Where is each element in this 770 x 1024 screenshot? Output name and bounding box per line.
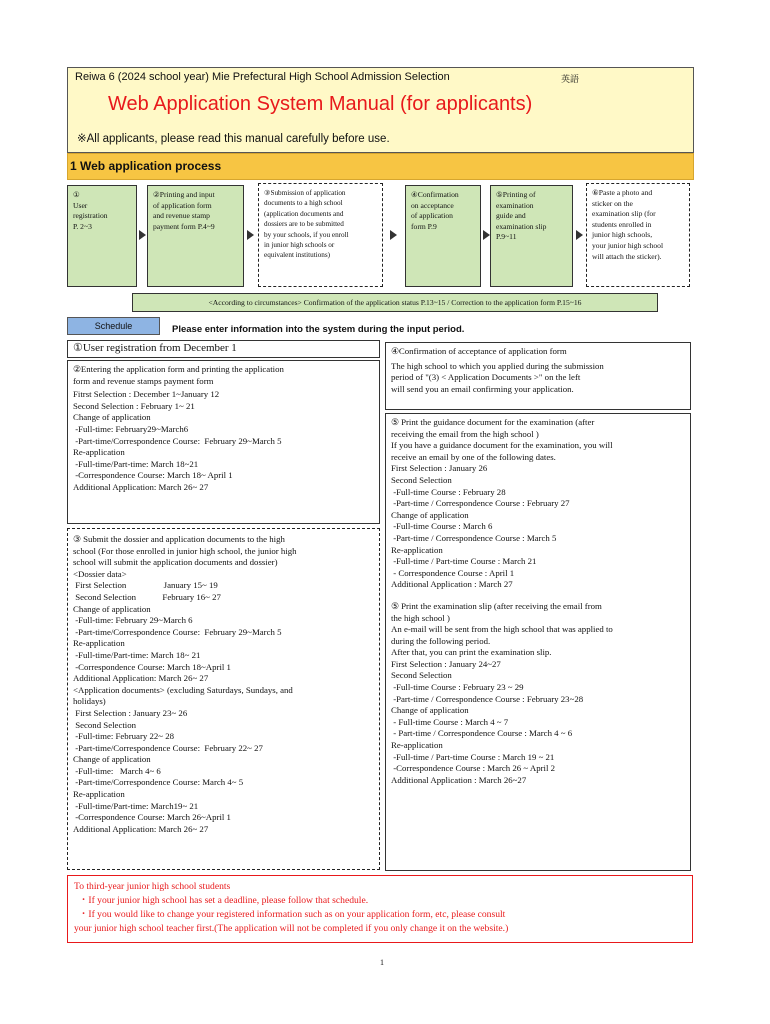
box-line: -Full-time: February29~March6 bbox=[73, 423, 189, 434]
step-line: ④Confirmation bbox=[411, 190, 459, 199]
box-line: -Full-time: March 4~ 6 bbox=[73, 765, 161, 776]
step-line: will attach the sticker). bbox=[592, 251, 662, 261]
step-line: in junior high schools or bbox=[264, 241, 335, 250]
box-line: Change of application bbox=[73, 754, 151, 765]
box-line: Re-application bbox=[73, 638, 125, 649]
step-line: examination bbox=[496, 200, 534, 210]
box-line: -Full-time Course : February 23 ~ 29 bbox=[391, 682, 524, 693]
box-line: Second Selection : February 1~ 21 bbox=[73, 400, 195, 411]
arrow-right-icon bbox=[247, 230, 254, 240]
language-label: 英語 bbox=[561, 74, 580, 84]
box-title: ①User registration from December 1 bbox=[73, 342, 237, 354]
box-line: The high school to which you applied during the submission bbox=[391, 360, 604, 371]
box-line: during the following period. bbox=[391, 635, 491, 646]
box-line: ⑤ Print the examination slip (after receiving the email from bbox=[391, 600, 602, 611]
box-line: school will submit the application documents and dossier) bbox=[73, 557, 278, 568]
step-line: P.9~11 bbox=[496, 232, 517, 242]
arrow-right-icon bbox=[390, 230, 397, 240]
page-number: 1 bbox=[380, 958, 384, 967]
step-line: on acceptance bbox=[411, 200, 454, 210]
box-line: -Correspondence Course: March 18~April 1 bbox=[73, 661, 231, 672]
header-subtitle: Reiwa 6 (2024 school year) Mie Prefectural High School Admission Selection bbox=[75, 71, 450, 83]
step-line: examination slip (for bbox=[592, 209, 656, 219]
notice-line: ・If you would like to change your registered information such as on your application form, etc, please consult bbox=[74, 909, 506, 920]
box-line: -Full-time Course : February 28 bbox=[391, 486, 506, 497]
header-panel bbox=[67, 67, 694, 153]
schedule-label: Schedule bbox=[67, 317, 160, 335]
step-line: User bbox=[73, 200, 88, 210]
step-line: ① bbox=[73, 190, 80, 199]
step-line: documents to a high school bbox=[264, 199, 343, 208]
arrow-right-icon bbox=[483, 230, 490, 240]
step-line: (application documents and bbox=[264, 209, 344, 218]
box-line: Re-application bbox=[391, 544, 443, 555]
header-note: ※All applicants, please read this manual carefully before use. bbox=[77, 133, 390, 145]
step-line: guide and bbox=[496, 211, 526, 221]
box-line: Additional Application : March 26~27 bbox=[391, 774, 527, 785]
step-line: and revenue stamp bbox=[153, 211, 210, 221]
section-heading bbox=[67, 153, 694, 180]
box-line: First Selection : January 26 bbox=[391, 463, 488, 474]
step-line: ③Submission of application bbox=[264, 189, 346, 197]
box-line: If you have a guidance document for the examination, you will bbox=[391, 440, 613, 451]
box-line: <Dossier data> bbox=[73, 568, 127, 579]
box-line: school (For those enrolled in junior high school, the junior high bbox=[73, 545, 297, 556]
third-year-notice bbox=[67, 875, 693, 943]
step-line: examination slip bbox=[496, 221, 547, 231]
step-line: sticker on the bbox=[592, 198, 633, 208]
box-line: - Part-time / Correspondence Course : March 4 ~ 6 bbox=[391, 728, 573, 739]
schedule-box-confirmation bbox=[385, 342, 691, 410]
step-1-user-registration bbox=[67, 185, 137, 287]
box-line: receiving the email from the high school ) bbox=[391, 428, 539, 439]
schedule-box-print-guidance bbox=[385, 413, 691, 871]
box-line: Second Selection bbox=[391, 474, 452, 485]
box-line: Re-application bbox=[73, 447, 125, 458]
step-line: by your schools, if you enroll bbox=[264, 230, 349, 239]
step-line: form P.9 bbox=[411, 221, 437, 231]
box-line: -Part-time/Correspondence Course: February 29~March 5 bbox=[73, 626, 282, 637]
step-3-submission bbox=[258, 183, 383, 287]
step-4-confirmation bbox=[405, 185, 481, 287]
box-line: Change of application bbox=[73, 603, 151, 614]
box-line: ④Confirmation of acceptance of application form bbox=[391, 346, 567, 356]
box-line: Re-application bbox=[391, 740, 443, 751]
step-line: of application bbox=[411, 211, 453, 221]
box-line: First Selection January 15~ 19 bbox=[73, 580, 218, 591]
step-line: ②Printing and input bbox=[153, 190, 215, 199]
step-line: junior high schools, bbox=[592, 230, 653, 240]
box-line: An e-mail will be sent from the high school that was applied to bbox=[391, 624, 613, 635]
box-line: Additional Application: March 26~ 27 bbox=[73, 673, 209, 684]
box-line bbox=[391, 591, 685, 601]
box-line: receive an email by one of the following dates. bbox=[391, 451, 556, 462]
box-line: ⑤ Print the guidance document for the examination (after bbox=[391, 417, 595, 427]
box-line: -Correspondence Course : March 26 ~ April 2 bbox=[391, 763, 556, 774]
step-line: your junior high school bbox=[592, 240, 664, 250]
box-line: the high school ) bbox=[391, 612, 450, 623]
box-line: -Part-time/Correspondence Course: March 4~ 5 bbox=[73, 777, 244, 788]
box-line: -Part-time/Correspondence Course: February 29~March 5 bbox=[73, 435, 282, 446]
box-line: -Correspondence Course: March 18~ April 1 bbox=[73, 470, 233, 481]
box-line: -Full-time: February 22~ 28 bbox=[73, 731, 175, 742]
box-line: -Part-time / Correspondence Course : February 23~28 bbox=[391, 693, 584, 704]
step-line: dossiers are to be submitted bbox=[264, 220, 344, 229]
box-line: Additional Application: March 26~ 27 bbox=[73, 481, 209, 492]
box-line: After that, you can print the examination slip. bbox=[391, 647, 552, 658]
box-line: -Full-time/Part-time: March 18~21 bbox=[73, 458, 199, 469]
box-line: Second Selection bbox=[391, 670, 452, 681]
box-line: - Full-time Course : March 4 ~ 7 bbox=[391, 716, 509, 727]
box-line: Additional Application : March 27 bbox=[391, 579, 513, 590]
box-line: First Selection : January 24~27 bbox=[391, 658, 501, 669]
schedule-note: Please enter information into the system during the input period. bbox=[172, 324, 465, 335]
box-line: -Full-time Course : March 6 bbox=[391, 521, 493, 532]
box-line: -Full-time/Part-time: March19~ 21 bbox=[73, 800, 199, 811]
step-line: ⑥Paste a photo and bbox=[592, 188, 653, 197]
page-title: Web Application System Manual (for applicants) bbox=[108, 93, 533, 115]
arrow-right-icon bbox=[139, 230, 146, 240]
step-line: P. 2~3 bbox=[73, 221, 92, 231]
box-line: -Part-time / Correspondence Course : February 27 bbox=[391, 498, 570, 509]
schedule-box-entering-application bbox=[67, 360, 380, 524]
schedule-box-user-registration bbox=[67, 340, 380, 358]
step-line: registration bbox=[73, 211, 108, 221]
box-line: will send you an email confirming your application. bbox=[391, 383, 574, 394]
schedule-box-submit-dossier bbox=[67, 528, 380, 870]
box-line: period of "(3) < Application Documents >" on the left bbox=[391, 372, 581, 383]
step-2-printing-input bbox=[147, 185, 244, 287]
box-line: -Correspondence Course: March 26~April 1 bbox=[73, 812, 231, 823]
circumstances-bar: <According to circumstances> Confirmation of the application status P.13~15 / Correction to the application form P.15~16 bbox=[132, 293, 658, 312]
box-line: ③ Submit the dossier and application documents to the high bbox=[73, 534, 285, 544]
box-line: Change of application bbox=[391, 705, 469, 716]
notice-line: ・If your junior high school has set a deadline, please follow that schedule. bbox=[74, 895, 369, 906]
step-6-paste-photo bbox=[586, 183, 690, 287]
box-line: -Full-time: February 29~March 6 bbox=[73, 615, 193, 626]
box-line: -Full-time / Part-time Course : March 21 bbox=[391, 556, 537, 567]
section-title: 1 Web application process bbox=[70, 159, 222, 173]
box-line: -Full-time / Part-time Course : March 19 ~ 21 bbox=[391, 751, 555, 762]
box-line: ②Entering the application form and printing the application bbox=[73, 364, 284, 374]
notice-line: your junior high school teacher first.(The application will not be completed if you only change it on the website.) bbox=[74, 923, 509, 934]
box-line: - Correspondence Course : April 1 bbox=[391, 567, 515, 578]
box-line: holidays) bbox=[73, 696, 106, 707]
step-line: ⑤Printing of bbox=[496, 190, 536, 199]
arrow-right-icon bbox=[576, 230, 583, 240]
step-line: equivalent institutions) bbox=[264, 251, 331, 260]
box-line: Re-application bbox=[73, 789, 125, 800]
box-line: Change of application bbox=[391, 509, 469, 520]
box-line: Change of application bbox=[73, 412, 151, 423]
box-line: form and revenue stamps payment form bbox=[73, 375, 214, 386]
notice-line: To third-year junior high school students bbox=[74, 881, 231, 892]
step-line: payment form P.4~9 bbox=[153, 221, 215, 231]
box-line: Fitrst Selection : December 1~January 12 bbox=[73, 389, 220, 400]
box-line: <Application documents> (excluding Saturdays, Sundays, and bbox=[73, 684, 293, 695]
box-line: Second Selection bbox=[73, 719, 137, 730]
box-line: -Part-time / Correspondence Course : March 5 bbox=[391, 532, 557, 543]
box-line: -Part-time/Correspondence Course: February 22~ 27 bbox=[73, 742, 263, 753]
step-line: students enrolled in bbox=[592, 219, 652, 229]
step-5-printing-guide bbox=[490, 185, 573, 287]
box-line: Second Selection February 16~ 27 bbox=[73, 591, 221, 602]
box-line: Additional Application: March 26~ 27 bbox=[73, 823, 209, 834]
step-line: of application form bbox=[153, 200, 212, 210]
box-line: -Full-time/Part-time: March 18~ 21 bbox=[73, 649, 201, 660]
box-line: First Selection : January 23~ 26 bbox=[73, 707, 188, 718]
